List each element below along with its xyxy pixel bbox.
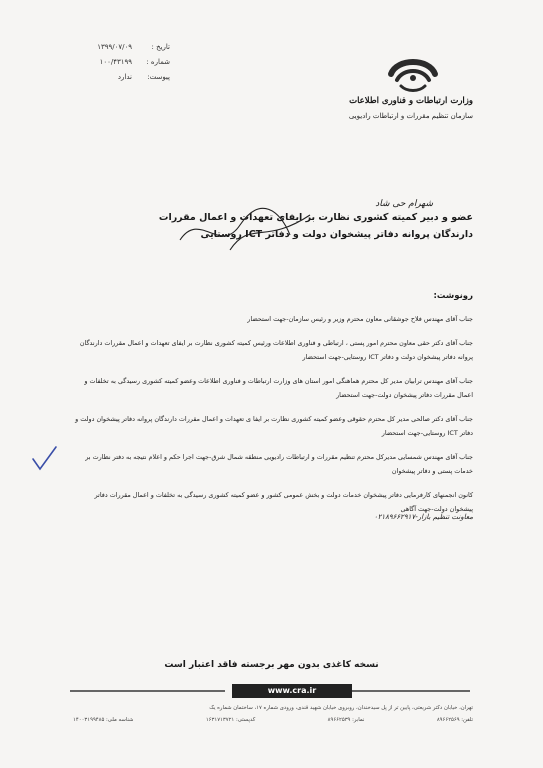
attachment-label: پیوست: <box>147 73 170 81</box>
organization-logo-block <box>323 52 473 132</box>
contact-phone-line: معاونت تنظیم بازار-۰۲۱۸۹۶۶۲۹۱۷ <box>373 513 473 521</box>
letter-meta <box>60 40 170 85</box>
cc-item: جناب آقای مهندس ترابیان مدیر کل محترم هماهنگی امور استان های وزارت ارتباطات و فناوری اطلاعات وعضو کمیته کشوری رسیدگی به تخلفات و اعمال مقررات دفاتر پیشخوان دولت-جهت استحضار <box>84 377 473 399</box>
cc-item: جناب آقای دکتر صالحی مدیر کل محترم حقوقی وعضو کمیته کشوری نظارت بر ایفا ی تعهدات و اعمال مقررات دارندگان پروانه دفاتر پیشخوان دولت و دفاتر ICT روستایی-جهت استحضار <box>75 415 473 437</box>
footer-divider-right <box>352 690 470 692</box>
recipient-name: شهرام حی شاد <box>375 199 433 209</box>
website-link[interactable]: www.cra.ir <box>232 684 352 698</box>
date-value: ۱۳۹۹/۰۷/۰۹ <box>97 43 132 51</box>
handwritten-check-icon <box>30 445 58 473</box>
number-label: شماره : <box>146 58 170 66</box>
footer-national-id: شناسه ملی: ۱۴۰۰۳۱۹۹۴۸۵ <box>73 717 134 723</box>
cc-list <box>73 312 473 526</box>
cc-title: رونوشت: <box>433 291 473 301</box>
date-row <box>60 40 170 55</box>
footer-contact-row <box>73 717 473 723</box>
cra-logo-icon <box>383 52 443 94</box>
footer-phone: تلفن: ۸۹۶۶۲۵۶۹ <box>436 717 473 723</box>
cc-item: جناب آقای مهندس فلاح جوشقانی معاون محترم وزیر و رئیس سازمان-جهت استحضار <box>247 315 473 323</box>
footer-fax: نمابر: ۸۹۶۶۲۵۳۹ <box>327 717 365 723</box>
organization-name: وزارت ارتباطات و فناوری اطلاعات <box>349 96 473 106</box>
date-label: تاریخ : <box>151 43 170 51</box>
organization-subname: سازمان تنظیم مقررات و ارتباطات رادیویی <box>348 112 473 120</box>
cc-item: کانون انجمنهای کارفرمایی دفاتر پیشخوان خدمات دولت و بخش عمومی کشور و عضو کمیته کشوری رسیدگی به تخلفات و اعمال مقررات دفاتر پیشخوان دولت-جهت آگاهی <box>94 491 473 513</box>
handwritten-signature <box>170 200 320 260</box>
recipient-title-line2: دارندگان پروانه دفاتر پیشخوان دولت و دفاتر ICT روستایی <box>200 229 473 240</box>
cc-item: جناب آقای دکتر حقی معاون محترم امور پستی ، ارتباطی و فناوری اطلاعات ورئیس کمیته کشوری نظارت بر ایفای تعهدات و اعمال مقررات دارندگان پروانه دفاتر پیشخوان دولت و دفاتر ICT روستایی-جهت استحضار <box>79 339 473 361</box>
number-value: ۱۰۰/۴۳۱۹۹ <box>99 58 132 66</box>
recipient-title-line1: عضو و دبیر کمیته کشوری نظارت بر ایفای تعهدات و اعمال مقررات <box>158 212 473 223</box>
attachment-row <box>60 70 170 85</box>
attachment-value: ندارد <box>117 73 132 81</box>
footer-address: تهران، خیابان دکتر شریعتی، پایین تر از پل سیدخندان، روبروی خیابان شهید قندی، ورودی شماره ۱۷، ساختمان شماره یک <box>209 705 473 711</box>
number-row <box>60 55 170 70</box>
footer-validity-note: نسخه کاغذی بدون مهر برجسته فاقد اعتبار است <box>164 660 379 670</box>
footer-divider-left <box>70 690 225 692</box>
footer-postal-code: کدپستی: ۱۶۳۱۷۱۳۷۲۱ <box>205 717 256 723</box>
cc-item: جناب آقای مهندس شمسایی مدیرکل محترم تنظیم مقررات و ارتباطات رادیویی منطقه شمال شرق-جهت اجرا حکم و اعلام نتیجه به دفتر نظارت بر خدمات پستی و دفاتر پیشخوان <box>85 453 473 475</box>
